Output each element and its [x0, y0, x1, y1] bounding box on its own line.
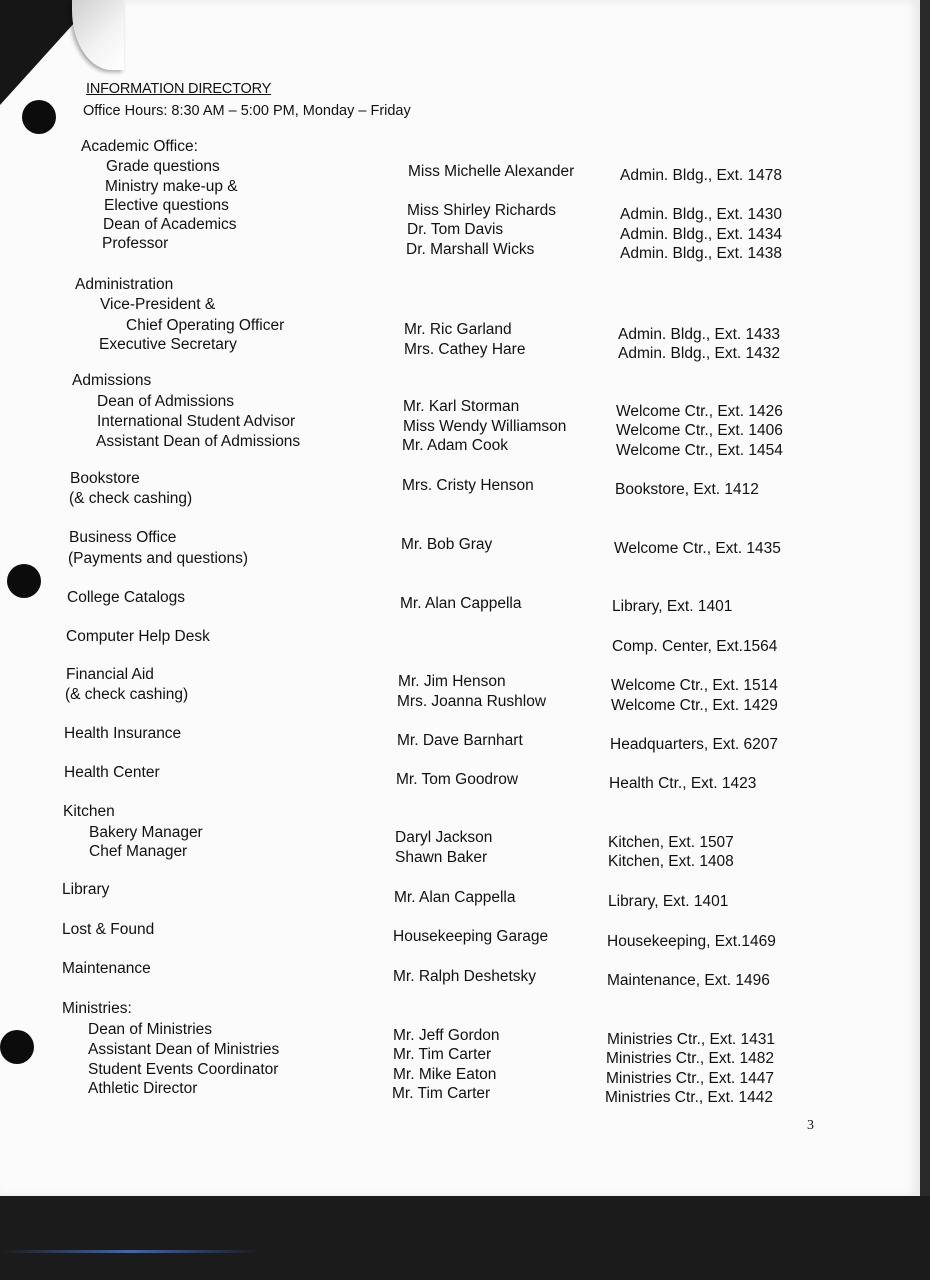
- item-contact: Mr. Alan Cappella: [394, 889, 516, 906]
- item-label: Executive Secretary: [99, 336, 237, 353]
- item-location: Kitchen, Ext. 1507: [608, 834, 734, 851]
- item-location: Kitchen, Ext. 1408: [608, 853, 734, 870]
- section-title-ministries: Ministries:: [62, 1000, 132, 1017]
- item-contact: Mr. Bob Gray: [401, 536, 493, 553]
- office-hours: Office Hours: 8:30 AM – 5:00 PM, Monday – Friday: [83, 103, 411, 119]
- scan-artifact-line: [0, 1250, 260, 1253]
- item-label: Student Events Coordinator: [88, 1061, 279, 1078]
- item-location: Maintenance, Ext. 1496: [607, 972, 770, 989]
- item-contact: Mr. Karl Storman: [403, 398, 520, 415]
- item-contact: Miss Wendy Williamson: [403, 418, 567, 435]
- item-label: Assistant Dean of Admissions: [96, 433, 301, 450]
- item-contact: Mr. Ralph Deshetsky: [393, 968, 536, 985]
- item-location: Library, Ext. 1401: [608, 893, 729, 910]
- section-title-college-catalogs: College Catalogs: [67, 589, 186, 606]
- section-title-business-office: Business Office: [69, 529, 177, 546]
- section-title-health-insurance: Health Insurance: [64, 725, 182, 742]
- section-title-lost-and-found: Lost & Found: [62, 921, 155, 938]
- item-label: Bakery Manager: [89, 824, 203, 841]
- binder-hole-top: [22, 100, 56, 134]
- item-contact: Mr. Tim Carter: [392, 1085, 491, 1102]
- item-contact: Miss Shirley Richards: [407, 202, 557, 219]
- item-contact: Miss Michelle Alexander: [408, 163, 575, 180]
- item-label: Ministry make-up &: [105, 178, 238, 195]
- item-location: Welcome Ctr., Ext. 1406: [616, 422, 783, 439]
- item-contact: Dr. Tom Davis: [407, 221, 504, 238]
- section-title-financial-aid: Financial Aid: [66, 666, 154, 683]
- item-location: Welcome Ctr., Ext. 1454: [616, 442, 783, 459]
- item-label: Elective questions: [104, 197, 229, 214]
- page-title: INFORMATION DIRECTORY: [86, 81, 272, 97]
- section-title-health-center: Health Center: [64, 764, 160, 781]
- item-contact: Mrs. Cristy Henson: [402, 477, 534, 494]
- item-location: Welcome Ctr., Ext. 1435: [614, 540, 781, 557]
- scan-edge-right: [920, 0, 930, 1196]
- item-location: Ministries Ctr., Ext. 1442: [605, 1089, 773, 1106]
- section-title-bookstore: Bookstore: [70, 470, 140, 487]
- section-title-academic-office: Academic Office:: [81, 138, 198, 155]
- item-contact: Mr. Dave Barnhart: [397, 732, 523, 749]
- item-contact: Mr. Jeff Gordon: [393, 1027, 500, 1044]
- item-contact: Dr. Marshall Wicks: [406, 241, 535, 258]
- item-label: Professor: [102, 235, 169, 252]
- item-contact: Mrs. Cathey Hare: [404, 341, 526, 358]
- item-contact: Daryl Jackson: [395, 829, 493, 846]
- section-subtitle: (& check cashing): [69, 490, 193, 507]
- item-location: Admin. Bldg., Ext. 1438: [620, 245, 782, 262]
- section-title-kitchen: Kitchen: [63, 803, 115, 820]
- item-label: Chef Manager: [89, 843, 188, 860]
- item-location: Admin. Bldg., Ext. 1478: [620, 167, 782, 184]
- item-location: Housekeeping, Ext.1469: [607, 933, 776, 950]
- item-location: Health Ctr., Ext. 1423: [609, 775, 757, 792]
- section-title-maintenance: Maintenance: [62, 960, 151, 977]
- item-label: International Student Advisor: [97, 413, 296, 430]
- item-location: Admin. Bldg., Ext. 1433: [618, 326, 780, 343]
- binder-hole-bottom: [0, 1030, 34, 1064]
- item-location: Admin. Bldg., Ext. 1430: [620, 206, 782, 223]
- item-label: Chief Operating Officer: [126, 317, 285, 334]
- item-location: Welcome Ctr., Ext. 1514: [611, 677, 778, 694]
- item-contact: Mr. Tim Carter: [393, 1046, 492, 1063]
- item-contact: Mr. Jim Henson: [398, 673, 506, 690]
- item-contact: Mr. Adam Cook: [402, 437, 508, 454]
- binder-hole-middle: [7, 564, 41, 598]
- item-contact: Mr. Alan Cappella: [400, 595, 522, 612]
- section-title-administration: Administration: [75, 276, 174, 293]
- scan-edge-bottom: [0, 1196, 930, 1280]
- item-location: Ministries Ctr., Ext. 1447: [606, 1070, 774, 1087]
- item-label: Dean of Ministries: [88, 1021, 213, 1038]
- item-location: Comp. Center, Ext.1564: [612, 638, 778, 655]
- section-title-admissions: Admissions: [72, 372, 152, 389]
- page-number: 3: [807, 1118, 814, 1133]
- item-label: Dean of Admissions: [97, 393, 234, 410]
- item-contact: Shawn Baker: [395, 849, 488, 866]
- section-title-library: Library: [62, 881, 110, 898]
- item-contact: Mr. Mike Eaton: [393, 1066, 497, 1083]
- item-label: Vice-President &: [100, 296, 216, 313]
- item-contact: Mr. Ric Garland: [404, 321, 512, 338]
- item-location: Admin. Bldg., Ext. 1432: [618, 345, 780, 362]
- item-location: Ministries Ctr., Ext. 1431: [607, 1031, 775, 1048]
- section-subtitle: (& check cashing): [65, 686, 189, 703]
- item-location: Welcome Ctr., Ext. 1426: [616, 403, 783, 420]
- item-label: Dean of Academics: [103, 216, 237, 233]
- item-contact: Mrs. Joanna Rushlow: [397, 693, 547, 710]
- section-title-computer-help-desk: Computer Help Desk: [66, 628, 210, 645]
- item-contact: Mr. Tom Goodrow: [396, 771, 519, 788]
- item-label: Athletic Director: [88, 1080, 198, 1097]
- item-location: Headquarters, Ext. 6207: [610, 736, 779, 753]
- section-subtitle: (Payments and questions): [68, 550, 249, 567]
- item-location: Ministries Ctr., Ext. 1482: [606, 1050, 774, 1067]
- item-location: Bookstore, Ext. 1412: [615, 481, 759, 498]
- item-location: Welcome Ctr., Ext. 1429: [611, 697, 778, 714]
- item-location: Admin. Bldg., Ext. 1434: [620, 226, 782, 243]
- item-location: Library, Ext. 1401: [612, 598, 733, 615]
- item-label: Assistant Dean of Ministries: [88, 1041, 280, 1058]
- item-contact: Housekeeping Garage: [393, 928, 549, 945]
- item-label: Grade questions: [106, 158, 220, 175]
